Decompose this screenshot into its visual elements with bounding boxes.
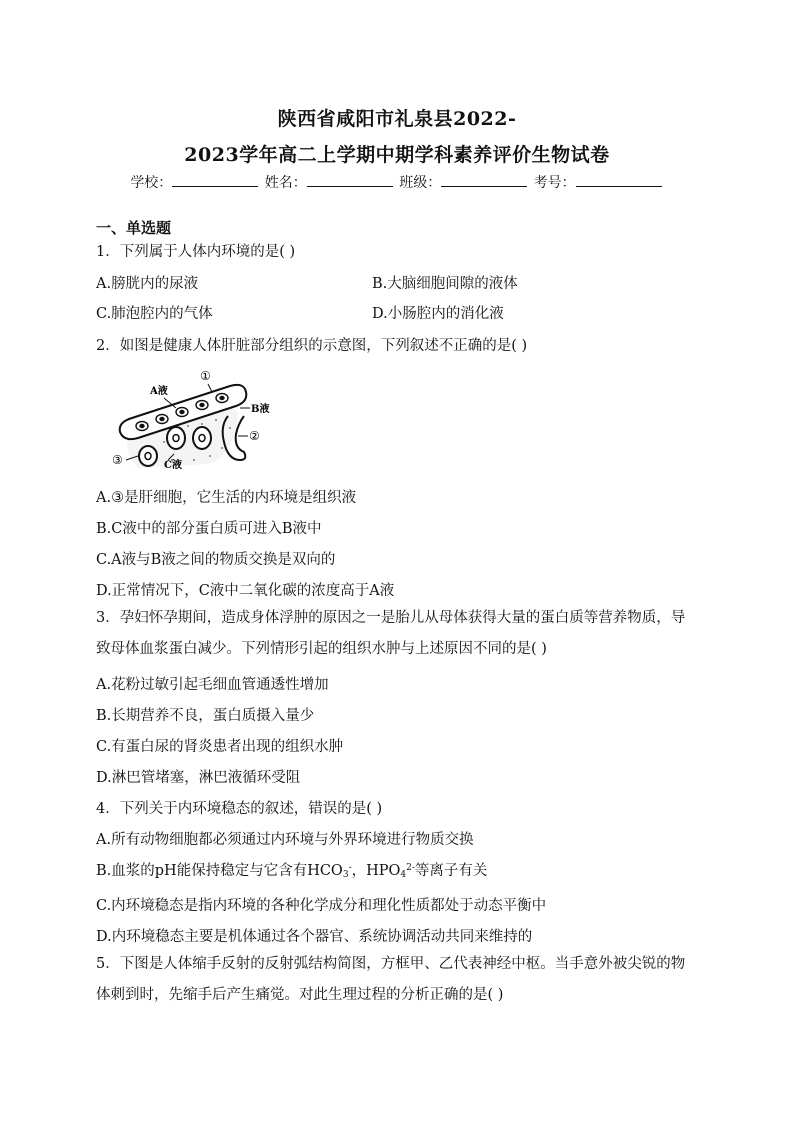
school-label: 学校： xyxy=(130,175,173,191)
q3-option-c[interactable]: C.有蛋白尿的肾炎患者出现的组织水肿 xyxy=(96,739,344,755)
name-label: 姓名： xyxy=(264,175,307,191)
q1-stem: 1．下列属于人体内环境的是( ) xyxy=(96,244,296,260)
q5-stem: 5．下图是人体缩手反射的反射弧结构简图，方框甲、乙代表神经中枢。当手意外被尖锐的物体刺到时，先缩手后产生痛觉。对此生理过程的分析正确的是( ) xyxy=(96,956,686,1003)
q2-option-a[interactable]: A.③是肝细胞，它生活的内环境是组织液 xyxy=(96,490,357,506)
school-blank[interactable] xyxy=(172,174,258,187)
q4-option-b-sub-2: 4 xyxy=(400,870,407,880)
q4-option-c[interactable]: C.内环境稳态是指内环境的各种化学成分和理化性质都处于动态平衡中 xyxy=(96,898,547,914)
q3-option-d[interactable]: D.淋巴管堵塞，淋巴液循环受阻 xyxy=(96,770,301,786)
label-circled-3: ③ xyxy=(112,453,123,467)
q4-option-b-text-2: ，HPO xyxy=(351,863,401,879)
q1-option-c[interactable]: C.肺泡腔内的气体 xyxy=(96,306,213,322)
q4-option-d[interactable]: D.内环境稳态主要是机体通过各个器官、系统协调活动共同来维持的 xyxy=(96,929,533,945)
exam-number-blank[interactable] xyxy=(576,174,662,187)
document-title-line-1: 陕西省咸阳市礼泉县2022- xyxy=(277,108,517,130)
exam-number-label: 考号： xyxy=(533,175,576,191)
q3-option-a[interactable]: A.花粉过敏引起毛细血管通透性增加 xyxy=(96,677,329,693)
section-title: 一、单选题 xyxy=(96,219,172,237)
q4-stem: 4．下列关于内环境稳态的叙述，错误的是( ) xyxy=(96,801,383,817)
liver-tissue-diagram xyxy=(98,364,280,476)
q4-option-b-sup-1: - xyxy=(348,863,352,873)
q3-stem: 3．孕妇怀孕期间，造成身体浮肿的原因之一是胎儿从母体获得大量的蛋白质等营养物质，导致母体血浆蛋白减少。下列情形引起的组织水肿与上述原因不同的是( ) xyxy=(96,610,686,657)
q4-option-b-text-1: B.血浆的pH能保持稳定与它含有HCO xyxy=(96,863,343,879)
q4-option-a[interactable]: A.所有动物细胞都必须通过内环境与外界环境进行物质交换 xyxy=(96,832,474,848)
q4-option-b-text-3: 等离子有关 xyxy=(414,863,488,879)
label-circled-2: ② xyxy=(249,429,260,443)
q2-option-c[interactable]: C.A液与B液之间的物质交换是双向的 xyxy=(96,552,336,568)
class-blank[interactable] xyxy=(441,174,527,187)
label-circled-1: ① xyxy=(200,369,211,383)
q4-option-b[interactable] xyxy=(96,859,487,880)
q4-option-b-sub-1: 3 xyxy=(342,870,349,880)
label-b-fluid: B液 xyxy=(251,404,270,415)
label-c-fluid: C液 xyxy=(164,460,182,471)
name-blank[interactable] xyxy=(307,174,393,187)
q2-option-b[interactable]: B.C液中的部分蛋白质可进入B液中 xyxy=(96,521,322,537)
class-label: 班级： xyxy=(399,175,442,191)
q4-option-b-sup-2: 2- xyxy=(406,863,415,873)
label-a-fluid: A液 xyxy=(150,386,168,397)
document-title-line-2: 2023学年高二上学期中期学科素养评价生物试卷 xyxy=(184,144,610,166)
q2-stem: 2．如图是健康人体肝脏部分组织的示意图，下列叙述不正确的是( ) xyxy=(96,338,528,354)
q2-option-d[interactable]: D.正常情况下，C液中二氧化碳的浓度高于A液 xyxy=(96,583,395,599)
q1-option-b[interactable]: B.大脑细胞间隙的液体 xyxy=(372,276,518,292)
q1-option-a[interactable]: A.膀胱内的尿液 xyxy=(96,276,199,292)
q1-option-d[interactable]: D.小肠腔内的消化液 xyxy=(372,306,504,322)
q3-option-b[interactable]: B.长期营养不良，蛋白质摄入量少 xyxy=(96,708,315,724)
student-info-row xyxy=(0,172,794,192)
